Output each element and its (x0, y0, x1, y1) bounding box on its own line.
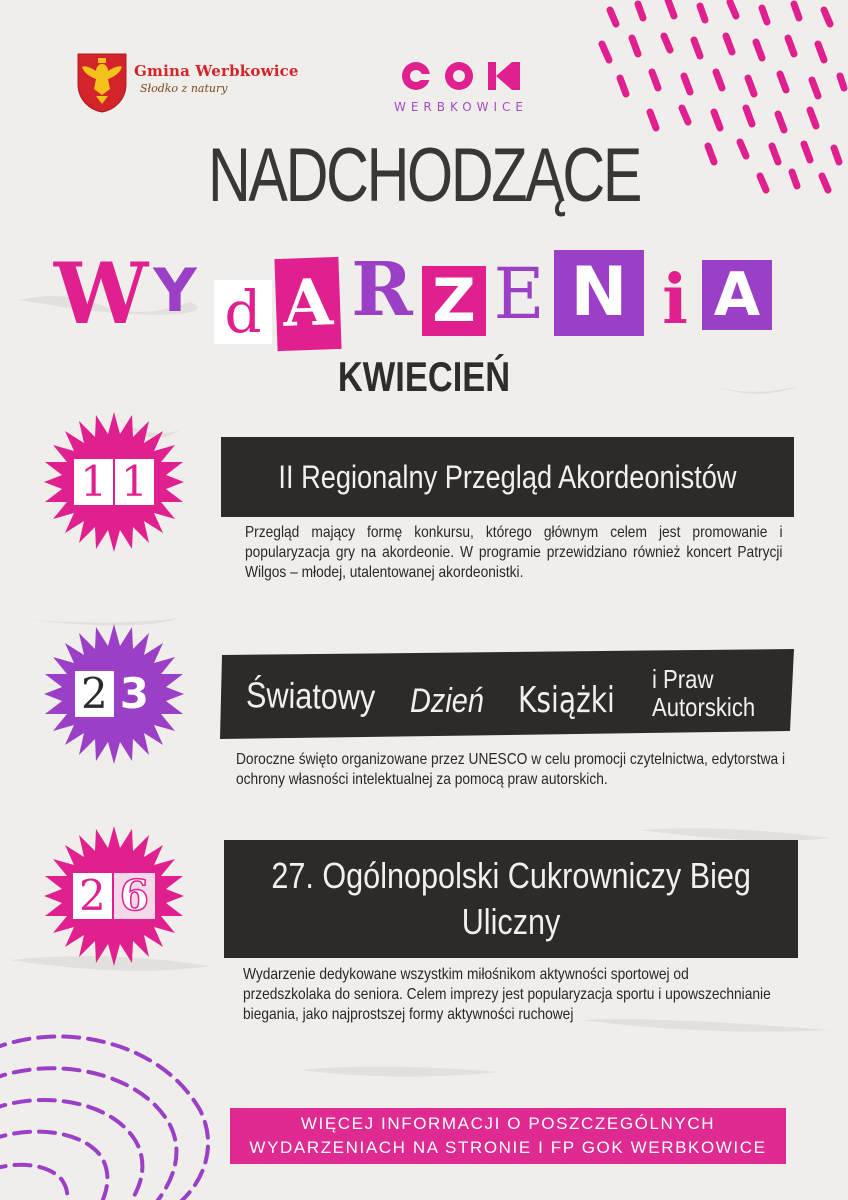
event-title-bar-3 (224, 840, 798, 958)
event-title-3-line2: Uliczny (461, 901, 561, 942)
event-description-1: Przegląd mający formę konkursu, którego głównym celem jest promowanie i popularyzacja gry na akordeonie. W programie przewidziano również koncert Patrycji Wilgos – młodej, utalentowanej akordeonistki. (245, 524, 783, 581)
event-title-3-line1: 27. Ogólnopolski Cukrowniczy Bieg (271, 855, 751, 896)
date-number (44, 826, 184, 966)
gmina-name: Gmina Werbkowice (134, 62, 299, 80)
ransom-letter: i (662, 260, 688, 340)
ransom-letter: d (214, 280, 272, 344)
gok-subtitle: WERBKOWICE (393, 100, 529, 114)
month-label: KWIECIEŃ (337, 353, 511, 400)
event-title-2 (232, 660, 788, 732)
ransom-letter: A (274, 257, 341, 351)
dash-swirl-bottom-left (0, 1010, 230, 1200)
event-title-small: i Praw (652, 664, 714, 694)
ransom-letter: Y (153, 256, 197, 326)
date-digit: 2 (75, 671, 114, 717)
event-title-1: II Regionalny Przegląd Akordeonistów (278, 458, 737, 495)
ransom-letter: W (53, 244, 149, 343)
ransom-letter: Z (422, 266, 486, 336)
date-digit: 6 (114, 873, 155, 919)
event-title-word: Książki (518, 680, 615, 721)
headline-upcoming: NADCHODZĄCE (207, 133, 641, 218)
date-number (44, 624, 184, 764)
more-info-line1: WIĘCEJ INFORMACJI O POSZCZEGÓLNYCH (300, 1114, 716, 1133)
ransom-letter: N (554, 250, 644, 336)
more-info-line2: WYDARZENIACH NA STRONIE I FP GOK WERBKOWICE (249, 1138, 767, 1157)
date-digit: 1 (115, 459, 154, 505)
event-title-word: Światowy (245, 674, 376, 718)
event-description-2: Doroczne święto organizowane przez UNESCO w celu promocji czytelnictwa, edytorstwa i ochrony własności intelektualnej za pomocą praw autorskich. (236, 751, 786, 788)
gmina-crest-icon (76, 52, 128, 114)
date-digit: 2 (73, 873, 112, 919)
date-digit: 1 (74, 459, 113, 505)
more-info-banner (230, 1108, 786, 1164)
ransom-letter: E (493, 253, 545, 335)
event-title-word: Dzień (410, 682, 484, 720)
date-badge-1 (44, 412, 184, 552)
date-digit: 3 (119, 669, 149, 718)
date-badge-2 (44, 624, 184, 764)
ransom-letter: R (351, 247, 413, 333)
event-title-small: Autorskich (652, 692, 756, 722)
gmina-logo-text (134, 62, 299, 95)
ransom-letter: A (702, 260, 772, 330)
date-badge-3 (44, 826, 184, 966)
gok-logo (384, 58, 534, 114)
event-title-bar-1 (221, 437, 794, 517)
date-number (44, 412, 184, 552)
gmina-tagline: Słodko z natury (140, 82, 228, 95)
gok-logo-icon (394, 58, 524, 94)
event-description-3: Wydarzenie dedykowane wszystkim miłośnikom aktywności sportowej od przedszkolaka do seniora. Celem imprezy jest popularyzacja sportu i upowszechnianie biegania, jako najprostszej formy aktywności ruchowej (243, 966, 771, 1023)
headline-events-ransom (53, 240, 786, 355)
